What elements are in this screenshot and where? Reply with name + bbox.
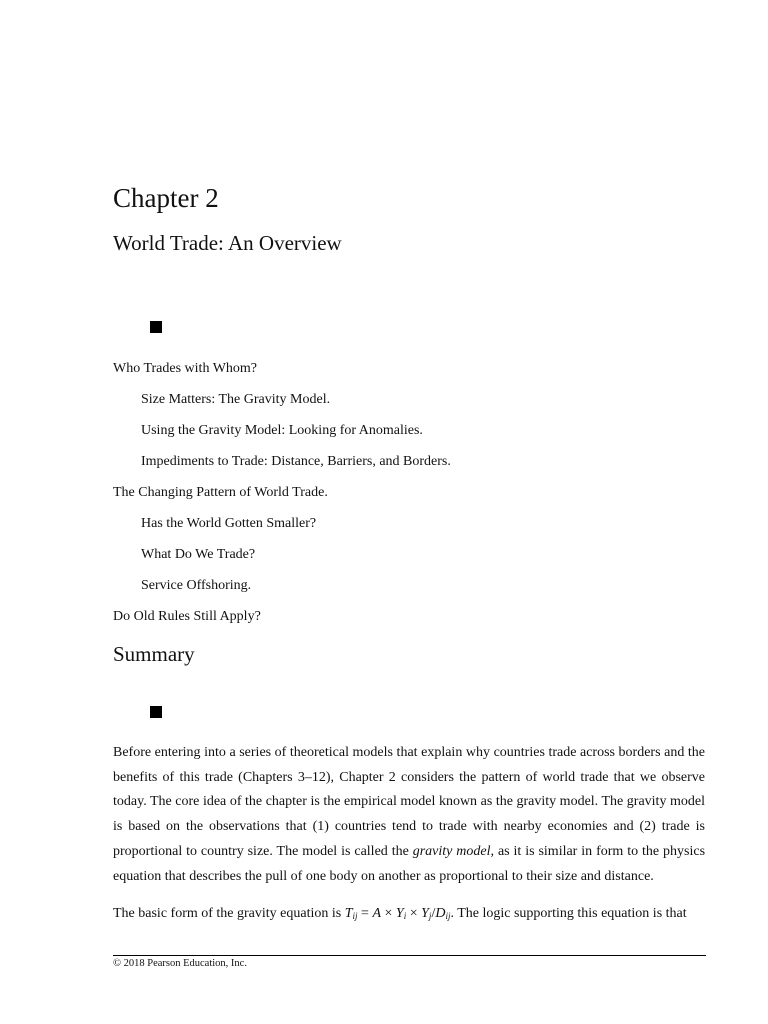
- footer-divider: [113, 955, 706, 956]
- outline-item: Who Trades with Whom?: [113, 361, 258, 376]
- chapter-title: World Trade: An Overview: [113, 231, 342, 255]
- outline-subitem: Has the World Gotten Smaller?: [141, 516, 317, 531]
- chapter-heading: Chapter 2: [113, 183, 219, 213]
- paragraph-text: Before entering into a series of theoretical models that explain why countries trade across borders and the benefits of this trade (Chapters 3–12), Chapter 2 considers the pattern of world trade that we observe today. The core idea of the chapter is the empirical model known as the gravity model. The gravity model is based on the observations that (1) countries tend to trade with nearby economies and (2) trade is proportional to country size. The model is called the: [113, 745, 705, 859]
- outline-subitem: Size Matters: The Gravity Model.: [141, 392, 331, 407]
- gravity-equation-paragraph: [113, 902, 705, 927]
- square-bullet-icon: [150, 321, 162, 333]
- paragraph-text: . The logic supporting this equation is that: [450, 906, 687, 921]
- outline-subitem: Service Offshoring.: [141, 578, 252, 593]
- paragraph-text: The basic form of the gravity equation is: [113, 906, 345, 921]
- gravity-model-term: gravity model,: [412, 843, 495, 859]
- outline-subitem: Impediments to Trade: Distance, Barriers, and Borders.: [141, 454, 451, 469]
- summary-paragraph: [113, 741, 705, 889]
- paragraph-text: as it is similar in form to the physics equation that describes the pull of one body on another as proportional to their size and distance.: [113, 843, 706, 884]
- gravity-equation: $T_{ij} = A \times Y_i \times Y_j/D_{ij}$: [344, 906, 451, 921]
- copyright-notice: © 2018 Pearson Education, Inc.: [113, 958, 247, 969]
- outline-subitem: Using the Gravity Model: Looking for Anomalies.: [141, 423, 423, 438]
- outline-item: The Changing Pattern of World Trade.: [113, 485, 328, 500]
- square-bullet-icon: [150, 706, 162, 718]
- outline-item: Do Old Rules Still Apply?: [113, 609, 261, 624]
- summary-heading: Summary: [113, 642, 195, 666]
- outline-subitem: What Do We Trade?: [141, 547, 256, 562]
